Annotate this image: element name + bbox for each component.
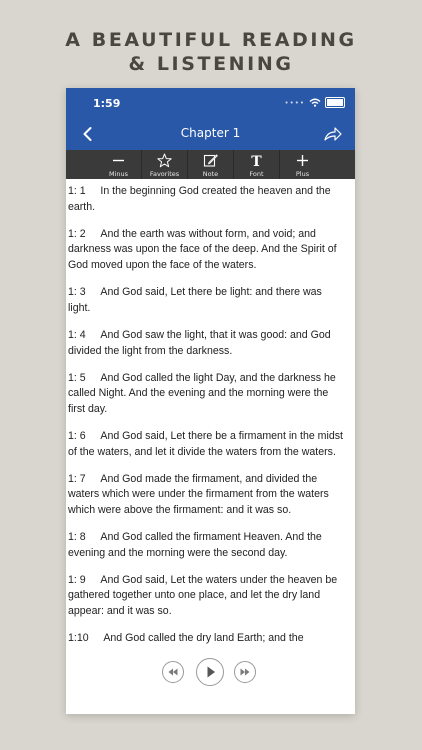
reading-toolbar — [66, 150, 355, 179]
verse-text: And God saw the light, that it was good: and God divided the light from the darkness. — [68, 328, 331, 357]
chapter-text[interactable] — [68, 184, 346, 714]
verse-text: In the beginning God created the heaven and the earth. — [68, 185, 331, 213]
verse-text: And God made the firmament, and divided the waters which were under the firmament from the waters which were above the firmament: and it was so. — [68, 472, 329, 517]
verse[interactable] — [68, 573, 346, 620]
plus-label: Plus — [295, 170, 310, 178]
battery-icon — [325, 97, 345, 108]
share-arrow-icon[interactable] — [323, 126, 343, 142]
status-time: 1:59 — [93, 97, 121, 110]
minus-icon — [111, 153, 126, 168]
headline-line-1: A BEAUTIFUL READING — [65, 29, 357, 51]
verse-text: And God said, Let there be a firmament in the midst of the waters, and let it divide the waters from the waters. — [68, 429, 343, 458]
verse[interactable] — [68, 328, 346, 359]
verse-ref: 1:10 — [68, 632, 89, 645]
font-button[interactable] — [233, 150, 279, 179]
verse[interactable] — [68, 530, 346, 561]
wifi-icon — [309, 98, 321, 107]
rewind-button[interactable] — [162, 661, 184, 683]
fast-forward-icon — [235, 662, 255, 682]
verse[interactable] — [68, 631, 346, 647]
navigation-bar — [66, 88, 355, 150]
verse-ref: 1: 2 — [68, 227, 86, 240]
note-label: Note — [202, 170, 219, 178]
rewind-icon — [163, 662, 183, 682]
verse-text: And God called the dry land Earth; and the — [103, 632, 304, 645]
verse[interactable] — [68, 429, 346, 460]
verse-ref: 1: 3 — [68, 286, 86, 299]
verse-ref: 1: 7 — [68, 472, 86, 485]
note-edit-icon — [203, 153, 218, 168]
plus-icon — [295, 153, 310, 168]
verse[interactable] — [68, 227, 346, 274]
fast-forward-button[interactable] — [234, 661, 256, 683]
verse-ref: 1: 8 — [68, 531, 86, 544]
verse-text: And the earth was without form, and void; and darkness was upon the face of the deep. And the Spirit of God moved upon the face of the waters. — [68, 227, 337, 272]
verse-text: And God called the firmament Heaven. And the evening and the morning were the second day. — [68, 531, 322, 559]
verse[interactable] — [68, 371, 346, 418]
page-title: Chapter 1 — [180, 126, 241, 140]
font-label: Font — [249, 170, 264, 178]
font-icon — [249, 153, 264, 168]
favorites-label: Favorites — [149, 170, 180, 178]
phone-screen — [66, 88, 355, 714]
star-icon — [157, 153, 172, 168]
verse[interactable] — [68, 285, 346, 316]
svg-text:T: T — [251, 154, 262, 168]
play-button[interactable] — [196, 658, 224, 686]
minus-label: Minus — [108, 170, 129, 178]
headline-line-2: & LISTENING — [128, 53, 294, 75]
verse-ref: 1: 9 — [68, 573, 86, 586]
status-icons — [284, 97, 345, 108]
minus-button[interactable] — [96, 150, 141, 179]
verse-ref: 1: 1 — [68, 185, 86, 197]
plus-button[interactable] — [279, 150, 325, 179]
signal-dots-icon: •••• — [284, 98, 305, 107]
verse-text: And God said, Let the waters under the heaven be gathered together unto one place, and let the dry land appear: and it was so. — [68, 573, 338, 618]
verse[interactable] — [68, 472, 346, 519]
verse-ref: 1: 5 — [68, 371, 86, 384]
verse[interactable] — [68, 184, 346, 215]
audio-player — [66, 657, 355, 689]
verse-ref: 1: 6 — [68, 429, 86, 442]
play-icon — [197, 659, 223, 685]
verse-ref: 1: 4 — [68, 328, 86, 341]
verse-text: And God said, Let there be light: and there was light. — [68, 286, 322, 314]
favorites-button[interactable] — [141, 150, 187, 179]
note-button[interactable] — [187, 150, 233, 179]
headline — [0, 28, 422, 76]
verse-text: And God called the light Day, and the darkness he called Night. And the evening and the morning were the first day. — [68, 371, 336, 415]
